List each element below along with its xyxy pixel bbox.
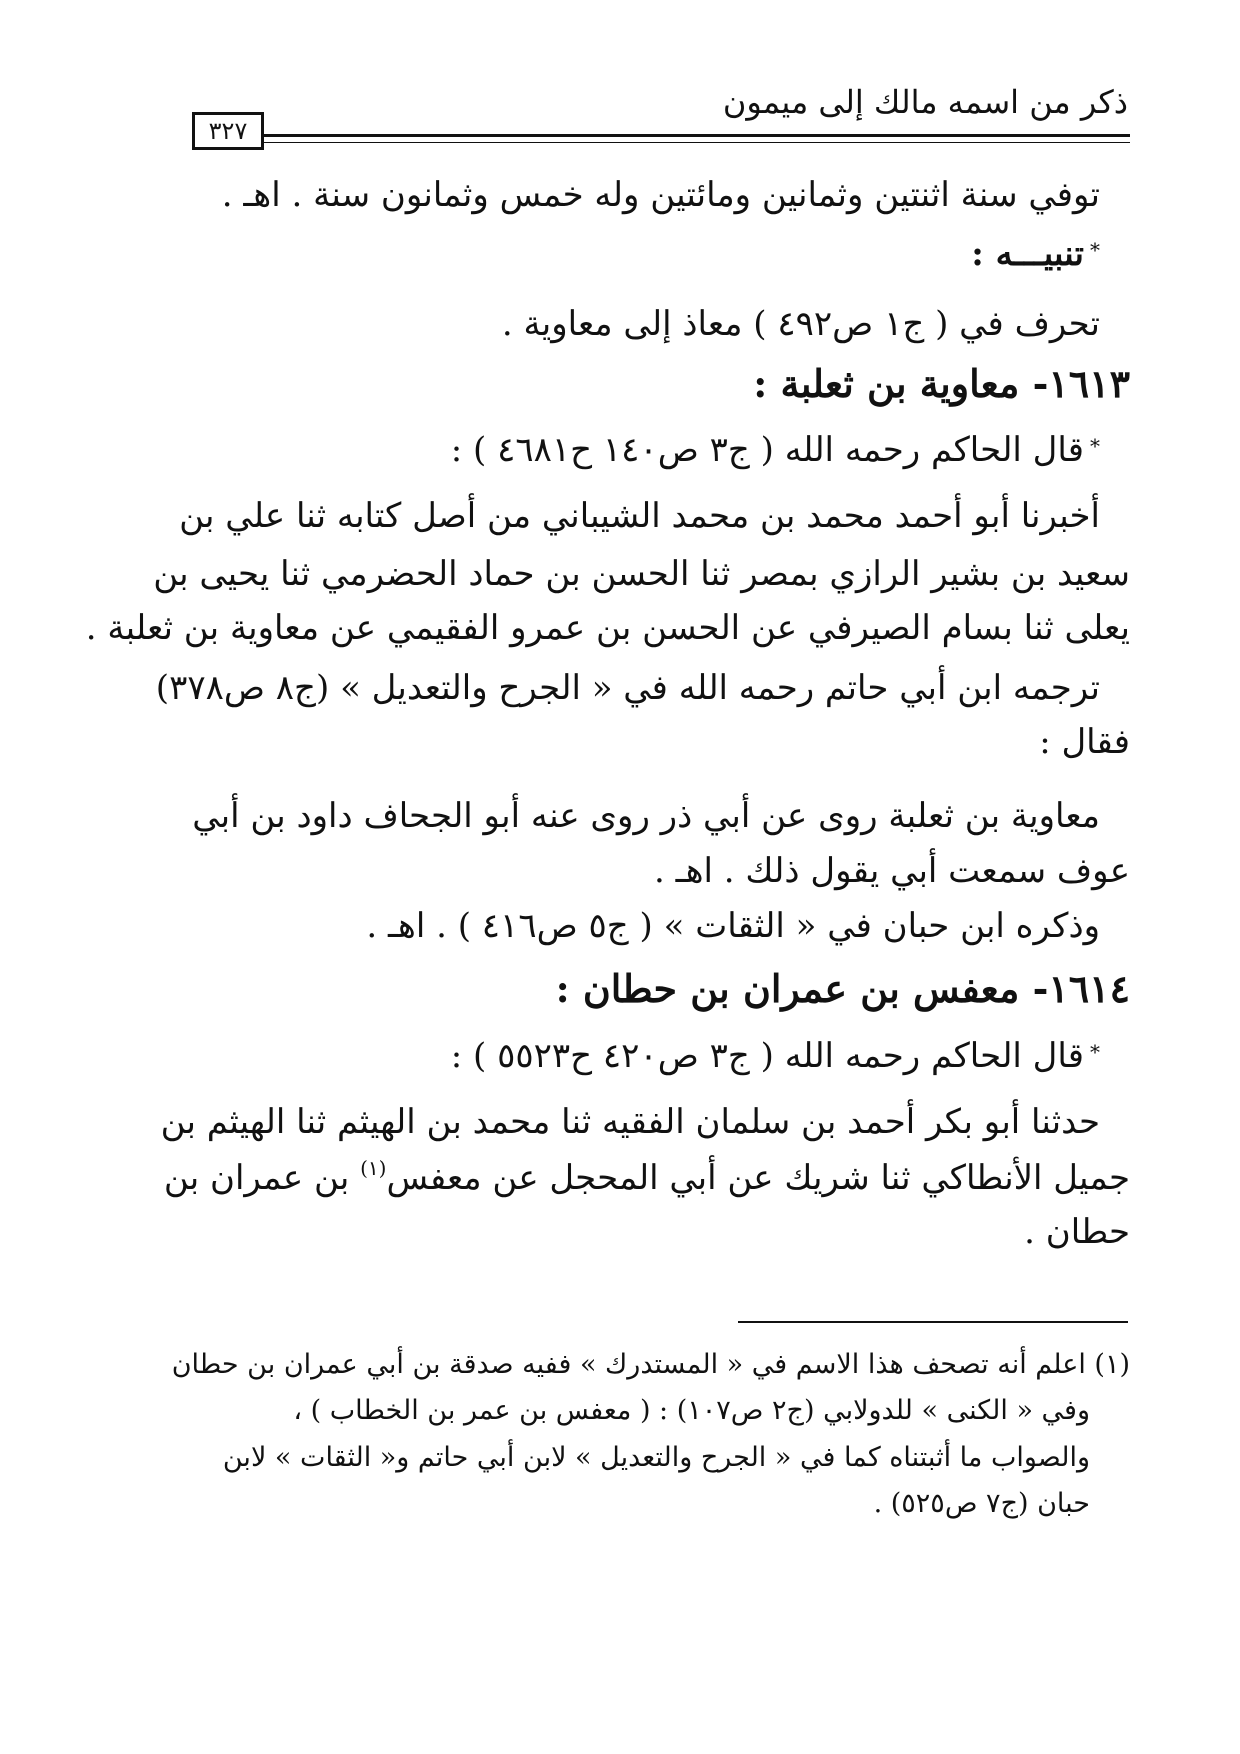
entry-heading-1614: ١٦١٤- معفس بن عمران بن حطان : [555,966,1130,1011]
footnote-separator [738,1321,1128,1323]
text-line: معاوية بن ثعلبة روى عن أبي ذر روى عنه أبو الجحاف داود بن أبي [192,796,1100,836]
footnote-line: حبان (ج٧ ص٥٢٥) . [873,1488,1090,1519]
star-icon: * [1090,1040,1100,1064]
tanbih-line [971,228,1100,284]
footnote-line: وفي « الكنى » للدولابي (ج٢ ص١٠٧) : ( معفس بن عمر بن الخطاب ) ، [293,1395,1090,1426]
tanbih-label: تنبيـــه : [971,234,1084,274]
text-line: فقال : [1039,722,1130,762]
text-line: حطان . [1024,1212,1130,1252]
text-line: أخبرنا أبو أحمد محمد بن محمد الشيباني من أصل كتابه ثنا علي بن [179,496,1100,536]
star-icon: * [1090,434,1100,458]
running-header-title: ذكر من اسمه مالك إلى ميمون [722,83,1128,121]
text-line: حدثنا أبو بكر أحمد بن سلمان الفقيه ثنا محمد بن الهيثم ثنا الهيثم بن [160,1102,1100,1142]
text-line: يعلى ثنا بسام الصيرفي عن الحسن بن عمرو الفقيمي عن معاوية بن ثعلبة . [85,608,1130,648]
hakim-line [451,1030,1100,1086]
header-rule-thin [262,142,1130,143]
hakim-citation: قال الحاكم رحمه الله ( ج٣ ص١٤٠ ح٤٦٨١ ) : [450,430,1084,470]
entry-heading-1613: ١٦١٣- معاوية بن ثعلبة : [753,361,1130,406]
text-line: توفي سنة اثنتين وثمانين ومائتين وله خمس وثمانون سنة . اهـ . [221,175,1100,215]
footnote-line: (١) اعلم أنه تصحف هذا الاسم في « المستدرك » ففيه صدقة بن أبي عمران بن حطان [171,1349,1130,1380]
star-icon: * [1090,238,1100,262]
footnote-line: والصواب ما أثبتناه كما في « الجرح والتعديل » لابن أبي حاتم و« الثقات » لابن [222,1442,1090,1473]
text-segment: بن عمران بن [163,1158,361,1198]
hakim-citation: قال الحاكم رحمه الله ( ج٣ ص٤٢٠ ح٥٥٢٣ ) : [450,1036,1084,1076]
text-line: ترجمه ابن أبي حاتم رحمه الله في « الجرح والتعديل » (ج٨ ص٣٧٨) [155,668,1100,708]
text-line: عوف سمعت أبي يقول ذلك . اهـ . [654,851,1130,891]
text-line: تحرف في ( ج١ ص٤٩٢ ) معاذ إلى معاوية . [501,304,1100,344]
hakim-line [451,424,1100,480]
text-line: سعيد بن بشير الرازي بمصر ثنا الحسن بن حماد الحضرمي ثنا يحيى بن [153,554,1130,594]
page-number: ٣٢٧ [192,112,264,150]
text-line: وذكره ابن حبان في « الثقات » ( ج٥ ص٤١٦ ) . اهـ . [366,906,1100,946]
text-segment: جميل الأنطاكي ثنا شريك عن أبي المحجل عن معفس [386,1158,1130,1198]
header-rule-thick [262,134,1130,137]
text-line [164,1152,1130,1208]
footnote-reference[interactable]: (١) [360,1156,387,1180]
